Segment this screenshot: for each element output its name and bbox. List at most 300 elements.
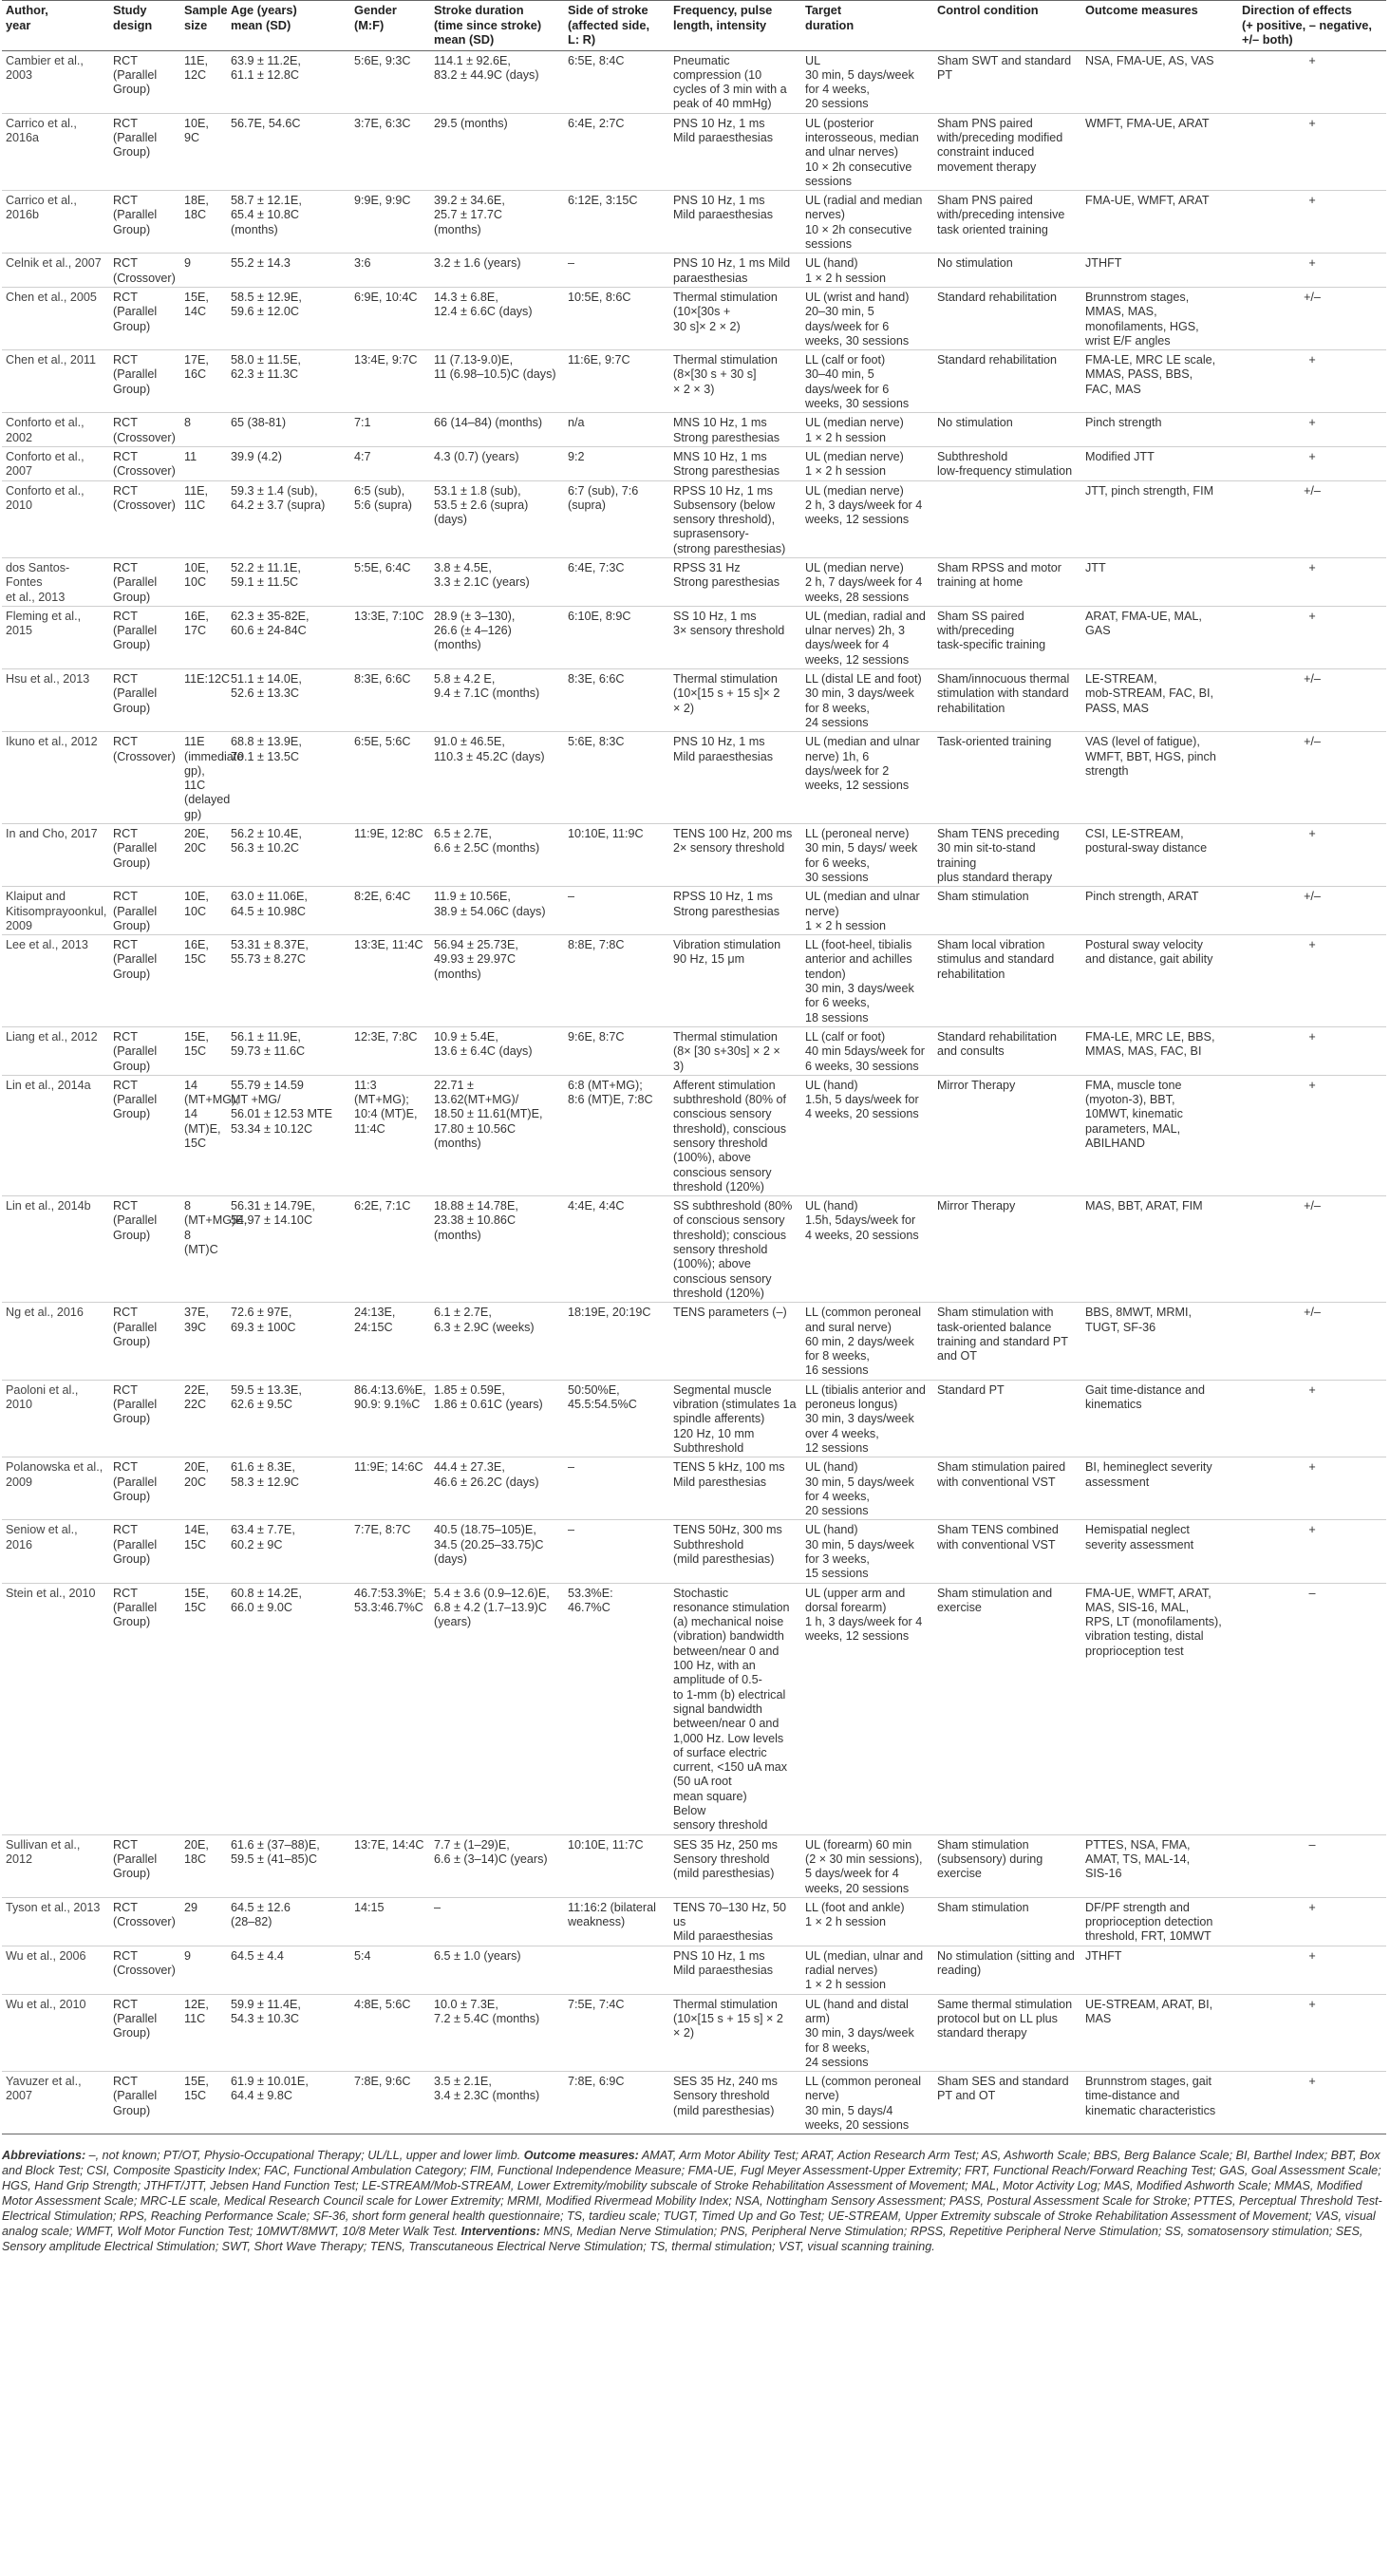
cell-gender: 13:3E, 11:4C: [350, 935, 430, 1027]
cell-outcome-measures: LE-STREAM, mob-STREAM, FAC, BI, PASS, MAS: [1081, 669, 1238, 732]
cell-stroke-side: 18:19E, 20:19C: [564, 1303, 669, 1380]
column-header-control-condition: Control condition: [933, 1, 1081, 51]
cell-age: 58.0 ± 11.5E, 62.3 ± 11.3C: [227, 350, 350, 413]
cell-age: 61.9 ± 10.01E, 64.4 ± 9.8C: [227, 2072, 350, 2134]
column-header-stroke-side: Side of stroke (affected side, L: R): [564, 1, 669, 51]
cell-target-duration: LL (foot and ankle) 1 × 2 h session: [801, 1897, 933, 1946]
cell-outcome-measures: Brunnstrom stages, gait time-distance and kinematic characteristics: [1081, 2072, 1238, 2134]
cell-outcome-measures: NSA, FMA-UE, AS, VAS: [1081, 50, 1238, 113]
table-row: [2, 1994, 1386, 2071]
cell-stroke-side: 6:12E, 3:15C: [564, 191, 669, 254]
cell-control-condition: Mirror Therapy: [933, 1196, 1081, 1303]
cell-stroke-side: 50:50%E, 45.5:54.5%C: [564, 1380, 669, 1457]
cell-stroke-side: 6:7 (sub), 7:6 (supra): [564, 480, 669, 557]
column-header-study-design: Study design: [109, 1, 180, 51]
cell-stroke-duration: 56.94 ± 25.73E, 49.93 ± 29.97C (months): [430, 935, 564, 1027]
cell-stimulation-parameters: MNS 10 Hz, 1 ms Strong paresthesias: [669, 413, 801, 447]
cell-stimulation-parameters: PNS 10 Hz, 1 ms Mild paraesthesias: [669, 1946, 801, 1994]
table-row: [2, 254, 1386, 288]
cell-target-duration: UL (hand) 1 × 2 h session: [801, 254, 933, 288]
table-row: [2, 287, 1386, 349]
cell-outcome-measures: CSI, LE-STREAM, postural-sway distance: [1081, 824, 1238, 887]
cell-author-year: Liang et al., 2012: [2, 1026, 109, 1075]
cell-age: 55.79 ± 14.59 MT +MG/ 56.01 ± 12.53 MTE 53.34 ± 10.12C: [227, 1075, 350, 1195]
cell-stimulation-parameters: Thermal stimulation (10×[15 s + 15 s]× 2 × 2): [669, 669, 801, 732]
cell-study-design: RCT (Parallel Group): [109, 935, 180, 1027]
table-row: [2, 558, 1386, 607]
cell-study-design: RCT (Parallel Group): [109, 1075, 180, 1195]
cell-sample-size: 8 (MT+MG)E, 8 (MT)C: [180, 1196, 227, 1303]
table-row: [2, 1583, 1386, 1834]
cell-age: 65 (38-81): [227, 413, 350, 447]
cell-age: 60.8 ± 14.2E, 66.0 ± 9.0C: [227, 1583, 350, 1834]
cell-stroke-side: 9:2: [564, 446, 669, 480]
cell-gender: 6:5E, 5:6C: [350, 732, 430, 824]
cell-stroke-duration: 3.5 ± 2.1E, 3.4 ± 2.3C (months): [430, 2072, 564, 2134]
cell-outcome-measures: FMA-LE, MRC LE scale, MMAS, PASS, BBS, FAC, MAS: [1081, 350, 1238, 413]
cell-direction-of-effects: +/–: [1238, 480, 1386, 557]
table-row: [2, 1834, 1386, 1897]
cell-target-duration: UL (hand) 1.5h, 5 days/week for 4 weeks, 20 sessions: [801, 1075, 933, 1195]
cell-gender: 6:2E, 7:1C: [350, 1196, 430, 1303]
cell-sample-size: 17E, 16C: [180, 350, 227, 413]
cell-stroke-side: 11:6E, 9:7C: [564, 350, 669, 413]
cell-stimulation-parameters: MNS 10 Hz, 1 ms Strong paresthesias: [669, 446, 801, 480]
cell-control-condition: Sham TENS combined with conventional VST: [933, 1520, 1081, 1583]
cell-stroke-duration: 28.9 (± 3–130), 26.6 (± 4–126) (months): [430, 606, 564, 668]
cell-author-year: Fleming et al., 2015: [2, 606, 109, 668]
cell-gender: 3:6: [350, 254, 430, 288]
cell-stimulation-parameters: TENS 5 kHz, 100 ms Mild paresthesias: [669, 1457, 801, 1520]
cell-stroke-side: 10:5E, 8:6C: [564, 287, 669, 349]
cell-stimulation-parameters: Thermal stimulation (8×[30 s + 30 s] × 2 × 3): [669, 350, 801, 413]
cell-sample-size: 12E, 11C: [180, 1994, 227, 2071]
cell-stroke-duration: 6.5 ± 2.7E, 6.6 ± 2.5C (months): [430, 824, 564, 887]
cell-stimulation-parameters: PNS 10 Hz, 1 ms Mild paraesthesias: [669, 113, 801, 190]
cell-stimulation-parameters: RPSS 31 Hz Strong paresthesias: [669, 558, 801, 607]
cell-stroke-duration: 39.2 ± 34.6E, 25.7 ± 17.7C (months): [430, 191, 564, 254]
cell-stimulation-parameters: PNS 10 Hz, 1 ms Mild paraesthesias: [669, 254, 801, 288]
cell-target-duration: UL (radial and median nerves) 10 × 2h consecutive sessions: [801, 191, 933, 254]
column-header-stimulation-parameters: Frequency, pulse length, intensity: [669, 1, 801, 51]
column-header-sample-size: Sample size: [180, 1, 227, 51]
cell-stroke-duration: 53.1 ± 1.8 (sub), 53.5 ± 2.6 (supra) (days): [430, 480, 564, 557]
cell-outcome-measures: WMFT, FMA-UE, ARAT: [1081, 113, 1238, 190]
cell-outcome-measures: Modified JTT: [1081, 446, 1238, 480]
cell-sample-size: 9: [180, 1946, 227, 1994]
cell-author-year: In and Cho, 2017: [2, 824, 109, 887]
column-header-target-duration: Target duration: [801, 1, 933, 51]
cell-direction-of-effects: –: [1238, 1834, 1386, 1897]
cell-sample-size: 10E, 10C: [180, 558, 227, 607]
table-body: [2, 50, 1386, 2134]
cell-stimulation-parameters: Stochastic resonance stimulation (a) mechanical noise (vibration) bandwidth between/near 0 and 100 Hz, with an amplitude of 0.5- to 1-mm (b) electrical signal bandwidth between/near 0 and 1,000 Hz. Low levels of surface electric current, <150 uA max (50 uA root mean square) Below sensory threshold: [669, 1583, 801, 1834]
cell-stroke-side: 11:16:2 (bilateral weakness): [564, 1897, 669, 1946]
cell-gender: 13:7E, 14:4C: [350, 1834, 430, 1897]
cell-outcome-measures: Postural sway velocity and distance, gait ability: [1081, 935, 1238, 1027]
cell-outcome-measures: VAS (level of fatigue), WMFT, BBT, HGS, pinch strength: [1081, 732, 1238, 824]
cell-outcome-measures: Pinch strength, ARAT: [1081, 887, 1238, 935]
cell-age: 59.5 ± 13.3E, 62.6 ± 9.5C: [227, 1380, 350, 1457]
table-row: [2, 1897, 1386, 1946]
cell-control-condition: Sham PNS paired with/preceding modified constraint induced movement therapy: [933, 113, 1081, 190]
cell-gender: 12:3E, 7:8C: [350, 1026, 430, 1075]
column-header-age: Age (years) mean (SD): [227, 1, 350, 51]
cell-stroke-side: 7:5E, 7:4C: [564, 1994, 669, 2071]
cell-target-duration: UL (median nerve) 2 h, 3 days/week for 4 weeks, 12 sessions: [801, 480, 933, 557]
cell-target-duration: LL (distal LE and foot) 30 min, 3 days/week for 8 weeks, 24 sessions: [801, 669, 933, 732]
cell-direction-of-effects: +/–: [1238, 732, 1386, 824]
cell-stroke-side: –: [564, 1457, 669, 1520]
table-row: [2, 1520, 1386, 1583]
cell-outcome-measures: MAS, BBT, ARAT, FIM: [1081, 1196, 1238, 1303]
cell-age: 58.5 ± 12.9E, 59.6 ± 12.0C: [227, 287, 350, 349]
cell-age: 59.3 ± 1.4 (sub), 64.2 ± 3.7 (supra): [227, 480, 350, 557]
table-row: [2, 50, 1386, 113]
cell-target-duration: UL 30 min, 5 days/week for 4 weeks, 20 sessions: [801, 50, 933, 113]
cell-outcome-measures: Hemispatial neglect severity assessment: [1081, 1520, 1238, 1583]
cell-sample-size: 8: [180, 413, 227, 447]
cell-stimulation-parameters: TENS 100 Hz, 200 ms 2× sensory threshold: [669, 824, 801, 887]
cell-sample-size: 11E, 12C: [180, 50, 227, 113]
cell-stroke-side: 6:10E, 8:9C: [564, 606, 669, 668]
table-row: [2, 1026, 1386, 1075]
cell-target-duration: UL (median nerve) 1 × 2 h session: [801, 413, 933, 447]
cell-stimulation-parameters: Thermal stimulation (8× [30 s+30s] × 2 × 3): [669, 1026, 801, 1075]
cell-direction-of-effects: +: [1238, 446, 1386, 480]
cell-control-condition: Sham stimulation: [933, 1897, 1081, 1946]
cell-stroke-side: 10:10E, 11:7C: [564, 1834, 669, 1897]
cell-gender: 13:3E, 7:10C: [350, 606, 430, 668]
cell-sample-size: 15E, 15C: [180, 2072, 227, 2134]
outcome-measures-label: Outcome measures:: [523, 2149, 639, 2163]
cell-target-duration: LL (peroneal nerve) 30 min, 5 days/ week for 6 weeks, 30 sessions: [801, 824, 933, 887]
cell-author-year: Tyson et al., 2013: [2, 1897, 109, 1946]
cell-sample-size: 11E (immediate gp), 11C (delayed gp): [180, 732, 227, 824]
cell-sample-size: 20E, 20C: [180, 1457, 227, 1520]
cell-stimulation-parameters: TENS 70–130 Hz, 50 us Mild paraesthesias: [669, 1897, 801, 1946]
cell-target-duration: LL (calf or foot) 40 min 5days/week for 6 weeks, 30 sessions: [801, 1026, 933, 1075]
cell-control-condition: No stimulation (sitting and reading): [933, 1946, 1081, 1994]
cell-study-design: RCT (Parallel Group): [109, 113, 180, 190]
cell-stroke-side: n/a: [564, 413, 669, 447]
cell-author-year: Wu et al., 2010: [2, 1994, 109, 2071]
cell-gender: 5:6E, 9:3C: [350, 50, 430, 113]
cell-age: 56.31 ± 14.79E, 54.97 ± 14.10C: [227, 1196, 350, 1303]
cell-stimulation-parameters: Segmental muscle vibration (stimulates 1a spindle afferents) 120 Hz, 10 mm Subthreshold: [669, 1380, 801, 1457]
cell-control-condition: Same thermal stimulation protocol but on LL plus standard therapy: [933, 1994, 1081, 2071]
cell-gender: 7:1: [350, 413, 430, 447]
cell-control-condition: No stimulation: [933, 413, 1081, 447]
cell-age: 63.0 ± 11.06E, 64.5 ± 10.98C: [227, 887, 350, 935]
cell-study-design: RCT (Parallel Group): [109, 1834, 180, 1897]
cell-author-year: Chen et al., 2005: [2, 287, 109, 349]
cell-control-condition: Subthreshold low-frequency stimulation: [933, 446, 1081, 480]
cell-control-condition: Standard rehabilitation: [933, 287, 1081, 349]
cell-age: 39.9 (4.2): [227, 446, 350, 480]
cell-author-year: Wu et al., 2006: [2, 1946, 109, 1994]
cell-study-design: RCT (Parallel Group): [109, 1457, 180, 1520]
cell-author-year: Sullivan et al., 2012: [2, 1834, 109, 1897]
cell-author-year: Stein et al., 2010: [2, 1583, 109, 1834]
cell-target-duration: LL (tibialis anterior and peroneus longus) 30 min, 3 days/week over 4 weeks, 12 sessions: [801, 1380, 933, 1457]
cell-outcome-measures: ARAT, FMA-UE, MAL, GAS: [1081, 606, 1238, 668]
cell-stroke-side: 8:8E, 7:8C: [564, 935, 669, 1027]
cell-stroke-duration: 3.8 ± 4.5E, 3.3 ± 2.1C (years): [430, 558, 564, 607]
cell-stimulation-parameters: TENS parameters (–): [669, 1303, 801, 1380]
cell-stroke-duration: 6.1 ± 2.7E, 6.3 ± 2.9C (weeks): [430, 1303, 564, 1380]
cell-stroke-duration: 66 (14–84) (months): [430, 413, 564, 447]
cell-stroke-duration: 11 (7.13-9.0)E, 11 (6.98–10.5)C (days): [430, 350, 564, 413]
cell-gender: 24:13E, 24:15C: [350, 1303, 430, 1380]
cell-author-year: Conforto et al., 2002: [2, 413, 109, 447]
cell-direction-of-effects: +: [1238, 2072, 1386, 2134]
cell-age: 63.9 ± 11.2E, 61.1 ± 12.8C: [227, 50, 350, 113]
cell-stimulation-parameters: SES 35 Hz, 240 ms Sensory threshold (mild paresthesias): [669, 2072, 801, 2134]
cell-direction-of-effects: +: [1238, 1946, 1386, 1994]
table-row: [2, 1075, 1386, 1195]
cell-gender: 5:4: [350, 1946, 430, 1994]
cell-direction-of-effects: +/–: [1238, 1303, 1386, 1380]
cell-target-duration: UL (forearm) 60 min (2 × 30 min sessions), 5 days/week for 4 weeks, 20 sessions: [801, 1834, 933, 1897]
cell-gender: 86.4:13.6%E, 90.9: 9.1%C: [350, 1380, 430, 1457]
table-row: [2, 480, 1386, 557]
cell-age: 61.6 ± 8.3E, 58.3 ± 12.9C: [227, 1457, 350, 1520]
cell-author-year: Chen et al., 2011: [2, 350, 109, 413]
cell-outcome-measures: PTTES, NSA, FMA, AMAT, TS, MAL-14, SIS-16: [1081, 1834, 1238, 1897]
cell-stroke-side: 6:8 (MT+MG); 8:6 (MT)E, 7:8C: [564, 1075, 669, 1195]
cell-stroke-side: [564, 1946, 669, 1994]
cell-stroke-duration: 3.2 ± 1.6 (years): [430, 254, 564, 288]
cell-study-design: RCT (Crossover): [109, 254, 180, 288]
outcome-measures-text: AMAT, Arm Motor Ability Test; ARAT, Action Research Arm Test; AS, Ashworth Scale; BBS, Berg Balance Scale; BI, Barthel Index; BBT, Box and Block Test; CSI, Composite Spasticity Index; FAC, Functional Ambulation Category; FIM, Functional Independence Measure; FMA-UE, Fugl Meyer Assessment-Upper Extremity; FRT, Functional Reach/Forward Reaching Test; GAS, Goal Assessment Scale; HGS, Hand Grip Strength; JTHFT/JTT, Jebsen Hand Function Test; LE-STREAM/Mob-STREAM, Lower Extremity/mobility subscale of Stroke Rehabilitation Assessment of Movement; MAL, Motor Activity Log; MAS, Modified Ashworth Scale; MMAS, Modified Motor Assessment Scale; MRC-LE scale, Medical Research Council scale for Lower Extremity; MRMI, Modified Rivermead Mobility Index; NSA, Nottingham Sensory Assessment; PASS, Postural Assessment Scale for Stroke; PTTES, Perceptual Threshold Test-Electrical Stimulation; RPS, Reaching Performance Scale; SF-36, short form general health questionnaire; TS, tardieu scale; TUGT, Timed Up and Go Test; UE-STREAM, Upper Extremity subscale of Stroke Rehabilitation Assessment of Movement; VAS, visual analog scale; WMFT, Wolf Motor Function Test; 10MWT/8MWT, 10/8 Meter Walk Test.: [2, 2149, 1382, 2239]
table-row: [2, 935, 1386, 1027]
column-header-outcome-measures: Outcome measures: [1081, 1, 1238, 51]
cell-stroke-side: 6:5E, 8:4C: [564, 50, 669, 113]
cell-study-design: RCT (Parallel Group): [109, 287, 180, 349]
cell-stroke-duration: 4.3 (0.7) (years): [430, 446, 564, 480]
cell-stimulation-parameters: RPSS 10 Hz, 1 ms Subsensory (below sensory threshold), suprasensory- (strong paresthesias): [669, 480, 801, 557]
cell-gender: 6:5 (sub), 5:6 (supra): [350, 480, 430, 557]
cell-target-duration: UL (hand and distal arm) 30 min, 3 days/week for 8 weeks, 24 sessions: [801, 1994, 933, 2071]
interventions-label: Interventions:: [460, 2225, 540, 2239]
column-header-direction-of-effects: Direction of effects (+ positive, – negative, +/– both): [1238, 1, 1386, 51]
cell-target-duration: LL (common peroneal nerve) 30 min, 5 days/4 weeks, 20 sessions: [801, 2072, 933, 2134]
cell-target-duration: UL (median, ulnar and radial nerves) 1 × 2 h session: [801, 1946, 933, 1994]
cell-control-condition: No stimulation: [933, 254, 1081, 288]
cell-direction-of-effects: +: [1238, 1380, 1386, 1457]
cell-gender: 3:7E, 6:3C: [350, 113, 430, 190]
cell-direction-of-effects: +/–: [1238, 887, 1386, 935]
cell-target-duration: UL (median, radial and ulnar nerves) 2h, 3 days/week for 4 weeks, 12 sessions: [801, 606, 933, 668]
cell-author-year: Ikuno et al., 2012: [2, 732, 109, 824]
cell-stroke-duration: 1.85 ± 0.59E, 1.86 ± 0.61C (years): [430, 1380, 564, 1457]
cell-author-year: Carrico et al., 2016a: [2, 113, 109, 190]
cell-stroke-side: 8:3E, 6:6C: [564, 669, 669, 732]
cell-study-design: RCT (Crossover): [109, 480, 180, 557]
cell-target-duration: LL (calf or foot) 30–40 min, 5 days/week for 6 weeks, 30 sessions: [801, 350, 933, 413]
cell-stroke-duration: 91.0 ± 46.5E, 110.3 ± 45.2C (days): [430, 732, 564, 824]
cell-direction-of-effects: +: [1238, 1897, 1386, 1946]
cell-direction-of-effects: +: [1238, 558, 1386, 607]
cell-gender: 46.7:53.3%E; 53.3:46.7%C: [350, 1583, 430, 1834]
cell-author-year: Paoloni et al., 2010: [2, 1380, 109, 1457]
cell-stroke-side: –: [564, 254, 669, 288]
cell-stroke-side: 5:6E, 8:3C: [564, 732, 669, 824]
cell-gender: 7:7E, 8:7C: [350, 1520, 430, 1583]
cell-stimulation-parameters: Pneumatic compression (10 cycles of 3 min with a peak of 40 mmHg): [669, 50, 801, 113]
cell-stroke-duration: 5.4 ± 3.6 (0.9–12.6)E, 6.8 ± 4.2 (1.7–13.9)C (years): [430, 1583, 564, 1834]
cell-study-design: RCT (Parallel Group): [109, 350, 180, 413]
cell-target-duration: UL (wrist and hand) 20–30 min, 5 days/week for 6 weeks, 30 sessions: [801, 287, 933, 349]
cell-stroke-duration: 44.4 ± 27.3E, 46.6 ± 26.2C (days): [430, 1457, 564, 1520]
table-row: [2, 1303, 1386, 1380]
cell-outcome-measures: DF/PF strength and proprioception detection threshold, FRT, 10MWT: [1081, 1897, 1238, 1946]
cell-gender: 11:3 (MT+MG); 10:4 (MT)E, 11:4C: [350, 1075, 430, 1195]
cell-target-duration: UL (median and ulnar nerve) 1 × 2 h session: [801, 887, 933, 935]
cell-study-design: RCT (Parallel Group): [109, 887, 180, 935]
cell-control-condition: Sham SWT and standard PT: [933, 50, 1081, 113]
cell-author-year: Hsu et al., 2013: [2, 669, 109, 732]
cell-gender: 7:8E, 9:6C: [350, 2072, 430, 2134]
column-header-gender: Gender (M:F): [350, 1, 430, 51]
cell-study-design: RCT (Parallel Group): [109, 191, 180, 254]
cell-outcome-measures: BI, hemineglect severity assessment: [1081, 1457, 1238, 1520]
cell-study-design: RCT (Parallel Group): [109, 1303, 180, 1380]
cell-author-year: Yavuzer et al., 2007: [2, 2072, 109, 2134]
cell-author-year: Lin et al., 2014a: [2, 1075, 109, 1195]
cell-gender: 5:5E, 6:4C: [350, 558, 430, 607]
cell-stroke-duration: 40.5 (18.75–105)E, 34.5 (20.25–33.75)C (days): [430, 1520, 564, 1583]
cell-gender: 8:2E, 6:4C: [350, 887, 430, 935]
cell-author-year: Polanowska et al., 2009: [2, 1457, 109, 1520]
table-row: [2, 669, 1386, 732]
cell-stimulation-parameters: Thermal stimulation (10×[30s + 30 s]× 2 × 2): [669, 287, 801, 349]
table-row: [2, 191, 1386, 254]
cell-sample-size: 29: [180, 1897, 227, 1946]
cell-gender: 13:4E, 9:7C: [350, 350, 430, 413]
cell-age: 56.2 ± 10.4E, 56.3 ± 10.2C: [227, 824, 350, 887]
cell-target-duration: UL (posterior interosseous, median and ulnar nerves) 10 × 2h consecutive sessions: [801, 113, 933, 190]
cell-control-condition: Standard rehabilitation: [933, 350, 1081, 413]
cell-target-duration: LL (foot-heel, tibialis anterior and achilles tendon) 30 min, 3 days/week for 6 weeks, 18 sessions: [801, 935, 933, 1027]
cell-sample-size: 20E, 20C: [180, 824, 227, 887]
cell-sample-size: 11E:12C: [180, 669, 227, 732]
cell-study-design: RCT (Parallel Group): [109, 1026, 180, 1075]
table-row: [2, 732, 1386, 824]
cell-stroke-duration: 114.1 ± 92.6E, 83.2 ± 44.9C (days): [430, 50, 564, 113]
cell-study-design: RCT (Parallel Group): [109, 824, 180, 887]
cell-stimulation-parameters: Afferent stimulation subthreshold (80% of conscious sensory threshold), conscious sensory threshold (100%), above conscious sensory threshold (120%): [669, 1075, 801, 1195]
cell-direction-of-effects: –: [1238, 1583, 1386, 1834]
cell-direction-of-effects: +: [1238, 1075, 1386, 1195]
cell-direction-of-effects: +: [1238, 113, 1386, 190]
cell-age: 51.1 ± 14.0E, 52.6 ± 13.3C: [227, 669, 350, 732]
cell-outcome-measures: Brunnstrom stages, MMAS, MAS, monofilaments, HGS, wrist E/F angles: [1081, 287, 1238, 349]
cell-stimulation-parameters: PNS 10 Hz, 1 ms Mild paraesthesias: [669, 191, 801, 254]
table-footnote: [2, 2148, 1386, 2254]
cell-stimulation-parameters: PNS 10 Hz, 1 ms Mild paraesthesias: [669, 732, 801, 824]
cell-study-design: RCT (Parallel Group): [109, 1380, 180, 1457]
cell-author-year: Ng et al., 2016: [2, 1303, 109, 1380]
interventions-text: MNS, Median Nerve Stimulation; PNS, Peripheral Nerve Stimulation; RPSS, Repetitive Peripheral Nerve Stimulation; SS, somatosensory stimulation; SES, Sensory amplitude Electrical Stimulation; SWT, Short Wave Therapy; TENS, Transcutaneous Electrical Nerve Stimulation; TS, thermal stimulation; VST, visual scanning training.: [2, 2225, 1363, 2254]
cell-stroke-side: 4:4E, 4:4C: [564, 1196, 669, 1303]
table-row: [2, 413, 1386, 447]
table-row: [2, 446, 1386, 480]
cell-stroke-side: 6:4E, 7:3C: [564, 558, 669, 607]
cell-gender: 14:15: [350, 1897, 430, 1946]
column-header-stroke-duration: Stroke duration (time since stroke) mean (SD): [430, 1, 564, 51]
column-header-author-year: Author, year: [2, 1, 109, 51]
cell-stroke-side: 53.3%E: 46.7%C: [564, 1583, 669, 1834]
cell-sample-size: 16E, 17C: [180, 606, 227, 668]
cell-stroke-duration: 14.3 ± 6.8E, 12.4 ± 6.6C (days): [430, 287, 564, 349]
table-row: [2, 1380, 1386, 1457]
cell-age: 68.8 ± 13.9E, 70.1 ± 13.5C: [227, 732, 350, 824]
cell-sample-size: 16E, 15C: [180, 935, 227, 1027]
cell-age: 61.6 ± (37–88)E, 59.5 ± (41–85)C: [227, 1834, 350, 1897]
cell-author-year: Celnik et al., 2007: [2, 254, 109, 288]
cell-author-year: Klaiput and Kitisomprayoonkul, 2009: [2, 887, 109, 935]
cell-outcome-measures: JTHFT: [1081, 1946, 1238, 1994]
cell-target-duration: LL (common peroneal and sural nerve) 60 min, 2 days/week for 8 weeks, 16 sessions: [801, 1303, 933, 1380]
cell-stroke-duration: 10.9 ± 5.4E, 13.6 ± 6.4C (days): [430, 1026, 564, 1075]
cell-gender: 6:9E, 10:4C: [350, 287, 430, 349]
table-row: [2, 1196, 1386, 1303]
cell-gender: 8:3E, 6:6C: [350, 669, 430, 732]
cell-target-duration: UL (upper arm and dorsal forearm) 1 h, 3 days/week for 4 weeks, 12 sessions: [801, 1583, 933, 1834]
table-row: [2, 113, 1386, 190]
studies-table: [2, 0, 1386, 2134]
cell-sample-size: 14 (MT+MG), 14 (MT)E, 15C: [180, 1075, 227, 1195]
cell-control-condition: Sham/innocuous thermal stimulation with standard rehabilitation: [933, 669, 1081, 732]
cell-control-condition: Sham stimulation (subsensory) during exercise: [933, 1834, 1081, 1897]
cell-stroke-side: –: [564, 887, 669, 935]
cell-control-condition: Sham local vibration stimulus and standard rehabilitation: [933, 935, 1081, 1027]
cell-stimulation-parameters: Vibration stimulation 90 Hz, 15 μm: [669, 935, 801, 1027]
cell-sample-size: 20E, 18C: [180, 1834, 227, 1897]
cell-age: 63.4 ± 7.7E, 60.2 ± 9C: [227, 1520, 350, 1583]
table-row: [2, 1457, 1386, 1520]
cell-age: 64.5 ± 12.6 (28–82): [227, 1897, 350, 1946]
cell-stimulation-parameters: Thermal stimulation (10×[15 s + 15 s] × 2 × 2): [669, 1994, 801, 2071]
cell-outcome-measures: FMA-UE, WMFT, ARAT, MAS, SIS-16, MAL, RPS, LT (monofilaments), vibration testing, distal proprioception test: [1081, 1583, 1238, 1834]
cell-age: 53.31 ± 8.37E, 55.73 ± 8.27C: [227, 935, 350, 1027]
cell-study-design: RCT (Crossover): [109, 446, 180, 480]
cell-study-design: RCT (Parallel Group): [109, 1583, 180, 1834]
cell-target-duration: UL (median nerve) 2 h, 7 days/week for 4 weeks, 28 sessions: [801, 558, 933, 607]
cell-stroke-duration: 18.88 ± 14.78E, 23.38 ± 10.86C (months): [430, 1196, 564, 1303]
cell-sample-size: 11E, 11C: [180, 480, 227, 557]
cell-sample-size: 10E, 9C: [180, 113, 227, 190]
cell-author-year: Lin et al., 2014b: [2, 1196, 109, 1303]
cell-target-duration: UL (hand) 30 min, 5 days/week for 3 weeks, 15 sessions: [801, 1520, 933, 1583]
cell-direction-of-effects: +: [1238, 1520, 1386, 1583]
cell-age: 52.2 ± 11.1E, 59.1 ± 11.5C: [227, 558, 350, 607]
table-row: [2, 824, 1386, 887]
cell-study-design: RCT (Parallel Group): [109, 558, 180, 607]
cell-stroke-duration: 22.71 ± 13.62(MT+MG)/ 18.50 ± 11.61(MT)E, 17.80 ± 10.56C (months): [430, 1075, 564, 1195]
cell-author-year: Conforto et al., 2010: [2, 480, 109, 557]
cell-direction-of-effects: +: [1238, 350, 1386, 413]
abbreviations-label: Abbreviations:: [2, 2149, 86, 2163]
cell-stroke-duration: –: [430, 1897, 564, 1946]
cell-control-condition: Standard rehabilitation and consults: [933, 1026, 1081, 1075]
cell-author-year: dos Santos-Fontes et al., 2013: [2, 558, 109, 607]
cell-age: 62.3 ± 35-82E, 60.6 ± 24-84C: [227, 606, 350, 668]
cell-direction-of-effects: +: [1238, 1994, 1386, 2071]
cell-control-condition: Sham stimulation with task-oriented balance training and standard PT and OT: [933, 1303, 1081, 1380]
